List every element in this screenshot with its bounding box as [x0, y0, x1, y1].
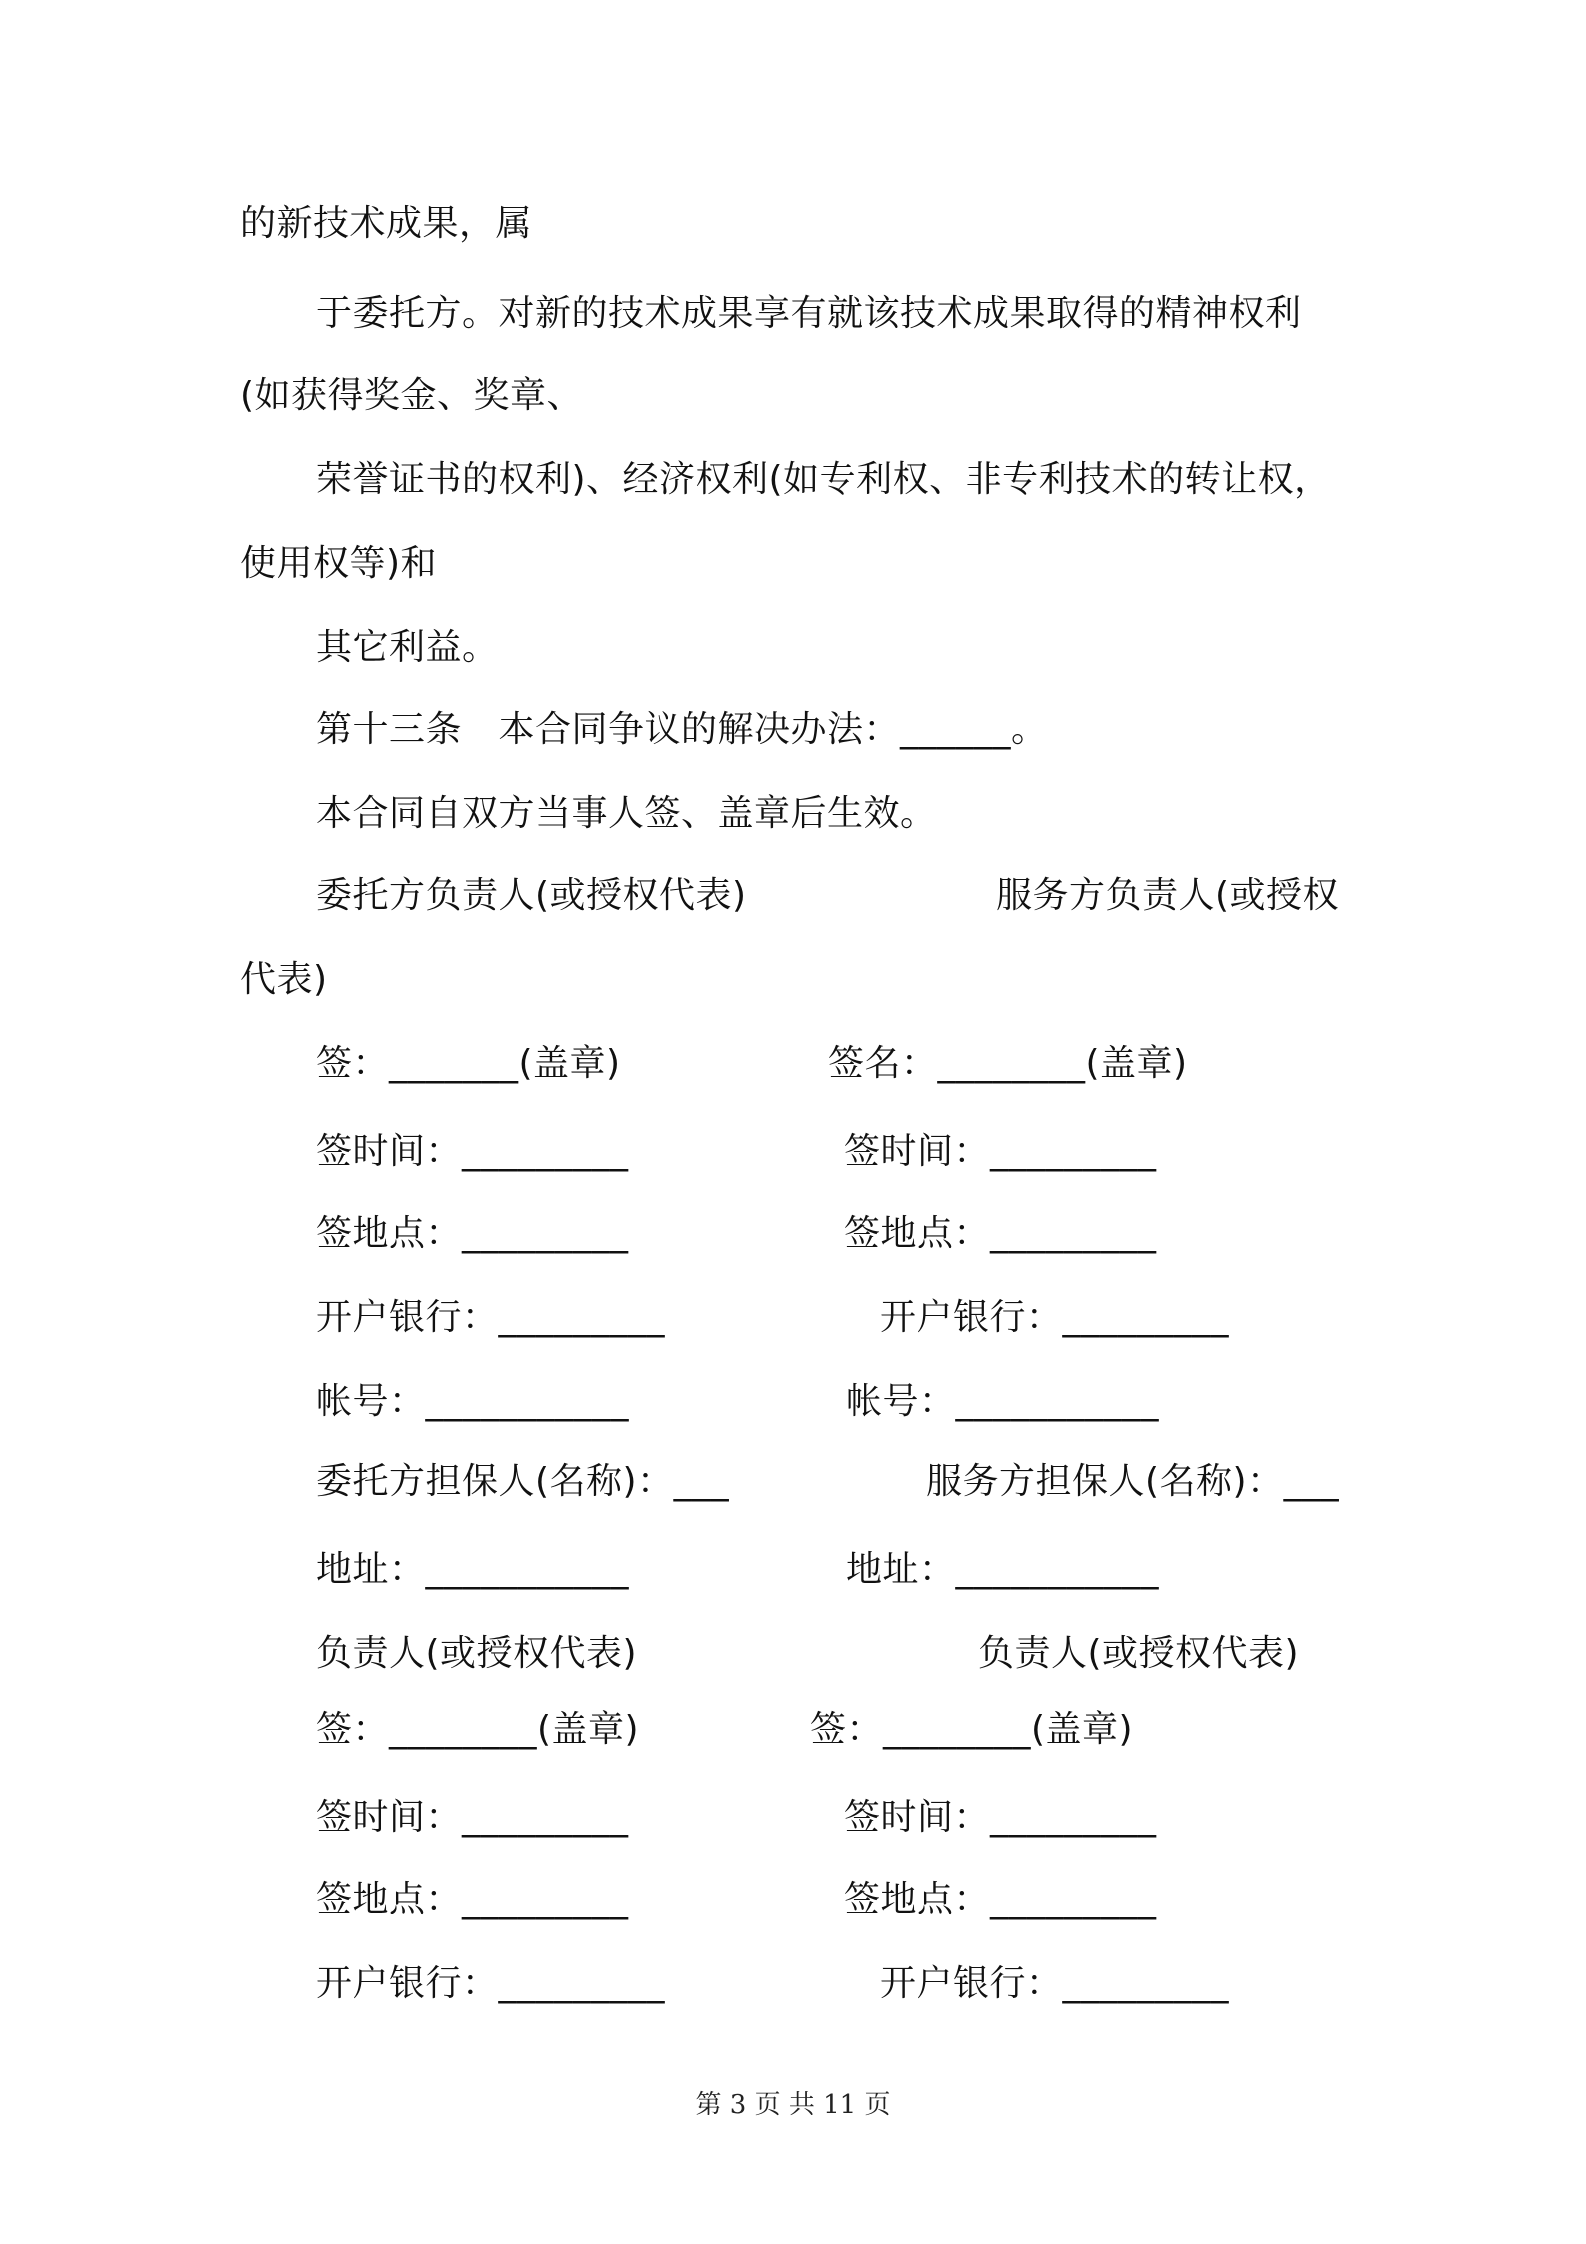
- article-13: 第十三条 本合同争议的解决办法：______。: [316, 709, 1048, 750]
- service-sign-place: 签地点：_________: [844, 1213, 1157, 1254]
- service-account: 帐号：___________: [846, 1381, 1160, 1422]
- client-sign: 签：_______(盖章): [316, 1043, 621, 1084]
- client-sign-place: 签地点：_________: [316, 1213, 629, 1254]
- service-rep-label-cont: 代表): [240, 959, 328, 1000]
- service-sign-time: 签时间：_________: [844, 1131, 1157, 1172]
- client-bank: 开户银行：_________: [316, 1297, 666, 1338]
- service-guarantor-sign: 签：________(盖章): [810, 1709, 1134, 1750]
- service-guarantor-address: 地址：___________: [846, 1549, 1160, 1590]
- client-rep-label: 委托方负责人(或授权代表): [316, 875, 747, 916]
- page-number: 第 3 页 共 11 页: [695, 2090, 891, 2120]
- client-guarantor-address: 地址：___________: [316, 1549, 630, 1590]
- body-line-4: 荣誉证书的权利)、经济权利(如专利权、非专利技术的转让权，: [316, 459, 1331, 500]
- service-guarantor-place: 签地点：_________: [844, 1879, 1157, 1920]
- client-guarantor: 委托方担保人(名称)：___: [316, 1461, 730, 1502]
- service-bank: 开户银行：_________: [880, 1297, 1230, 1338]
- body-line-6: 其它利益。: [316, 627, 499, 668]
- client-guarantor-place: 签地点：_________: [316, 1879, 629, 1920]
- client-guarantor-time: 签时间：_________: [316, 1797, 629, 1838]
- client-guarantor-rep: 负责人(或授权代表): [316, 1633, 638, 1674]
- body-line-1: 的新技术成果，属: [240, 203, 533, 244]
- effective-clause: 本合同自双方当事人签、盖章后生效。: [316, 793, 937, 834]
- service-rep-label: 服务方负责人(或授权: [996, 875, 1340, 916]
- service-guarantor-bank: 开户银行：_________: [880, 1963, 1230, 2004]
- body-line-3: (如获得奖金、奖章、: [240, 375, 584, 416]
- client-sign-time: 签时间：_________: [316, 1131, 629, 1172]
- service-guarantor: 服务方担保人(名称)：___: [926, 1461, 1340, 1502]
- body-line-2: 于委托方。对新的技术成果享有就该技术成果取得的精神权利: [316, 293, 1302, 334]
- service-sign: 签名：________(盖章): [828, 1043, 1188, 1084]
- client-account: 帐号：___________: [316, 1381, 630, 1422]
- client-guarantor-sign: 签：________(盖章): [316, 1709, 640, 1750]
- service-guarantor-rep: 负责人(或授权代表): [978, 1633, 1300, 1674]
- service-guarantor-time: 签时间：_________: [844, 1797, 1157, 1838]
- client-guarantor-bank: 开户银行：_________: [316, 1963, 666, 2004]
- body-line-5: 使用权等)和: [240, 543, 438, 584]
